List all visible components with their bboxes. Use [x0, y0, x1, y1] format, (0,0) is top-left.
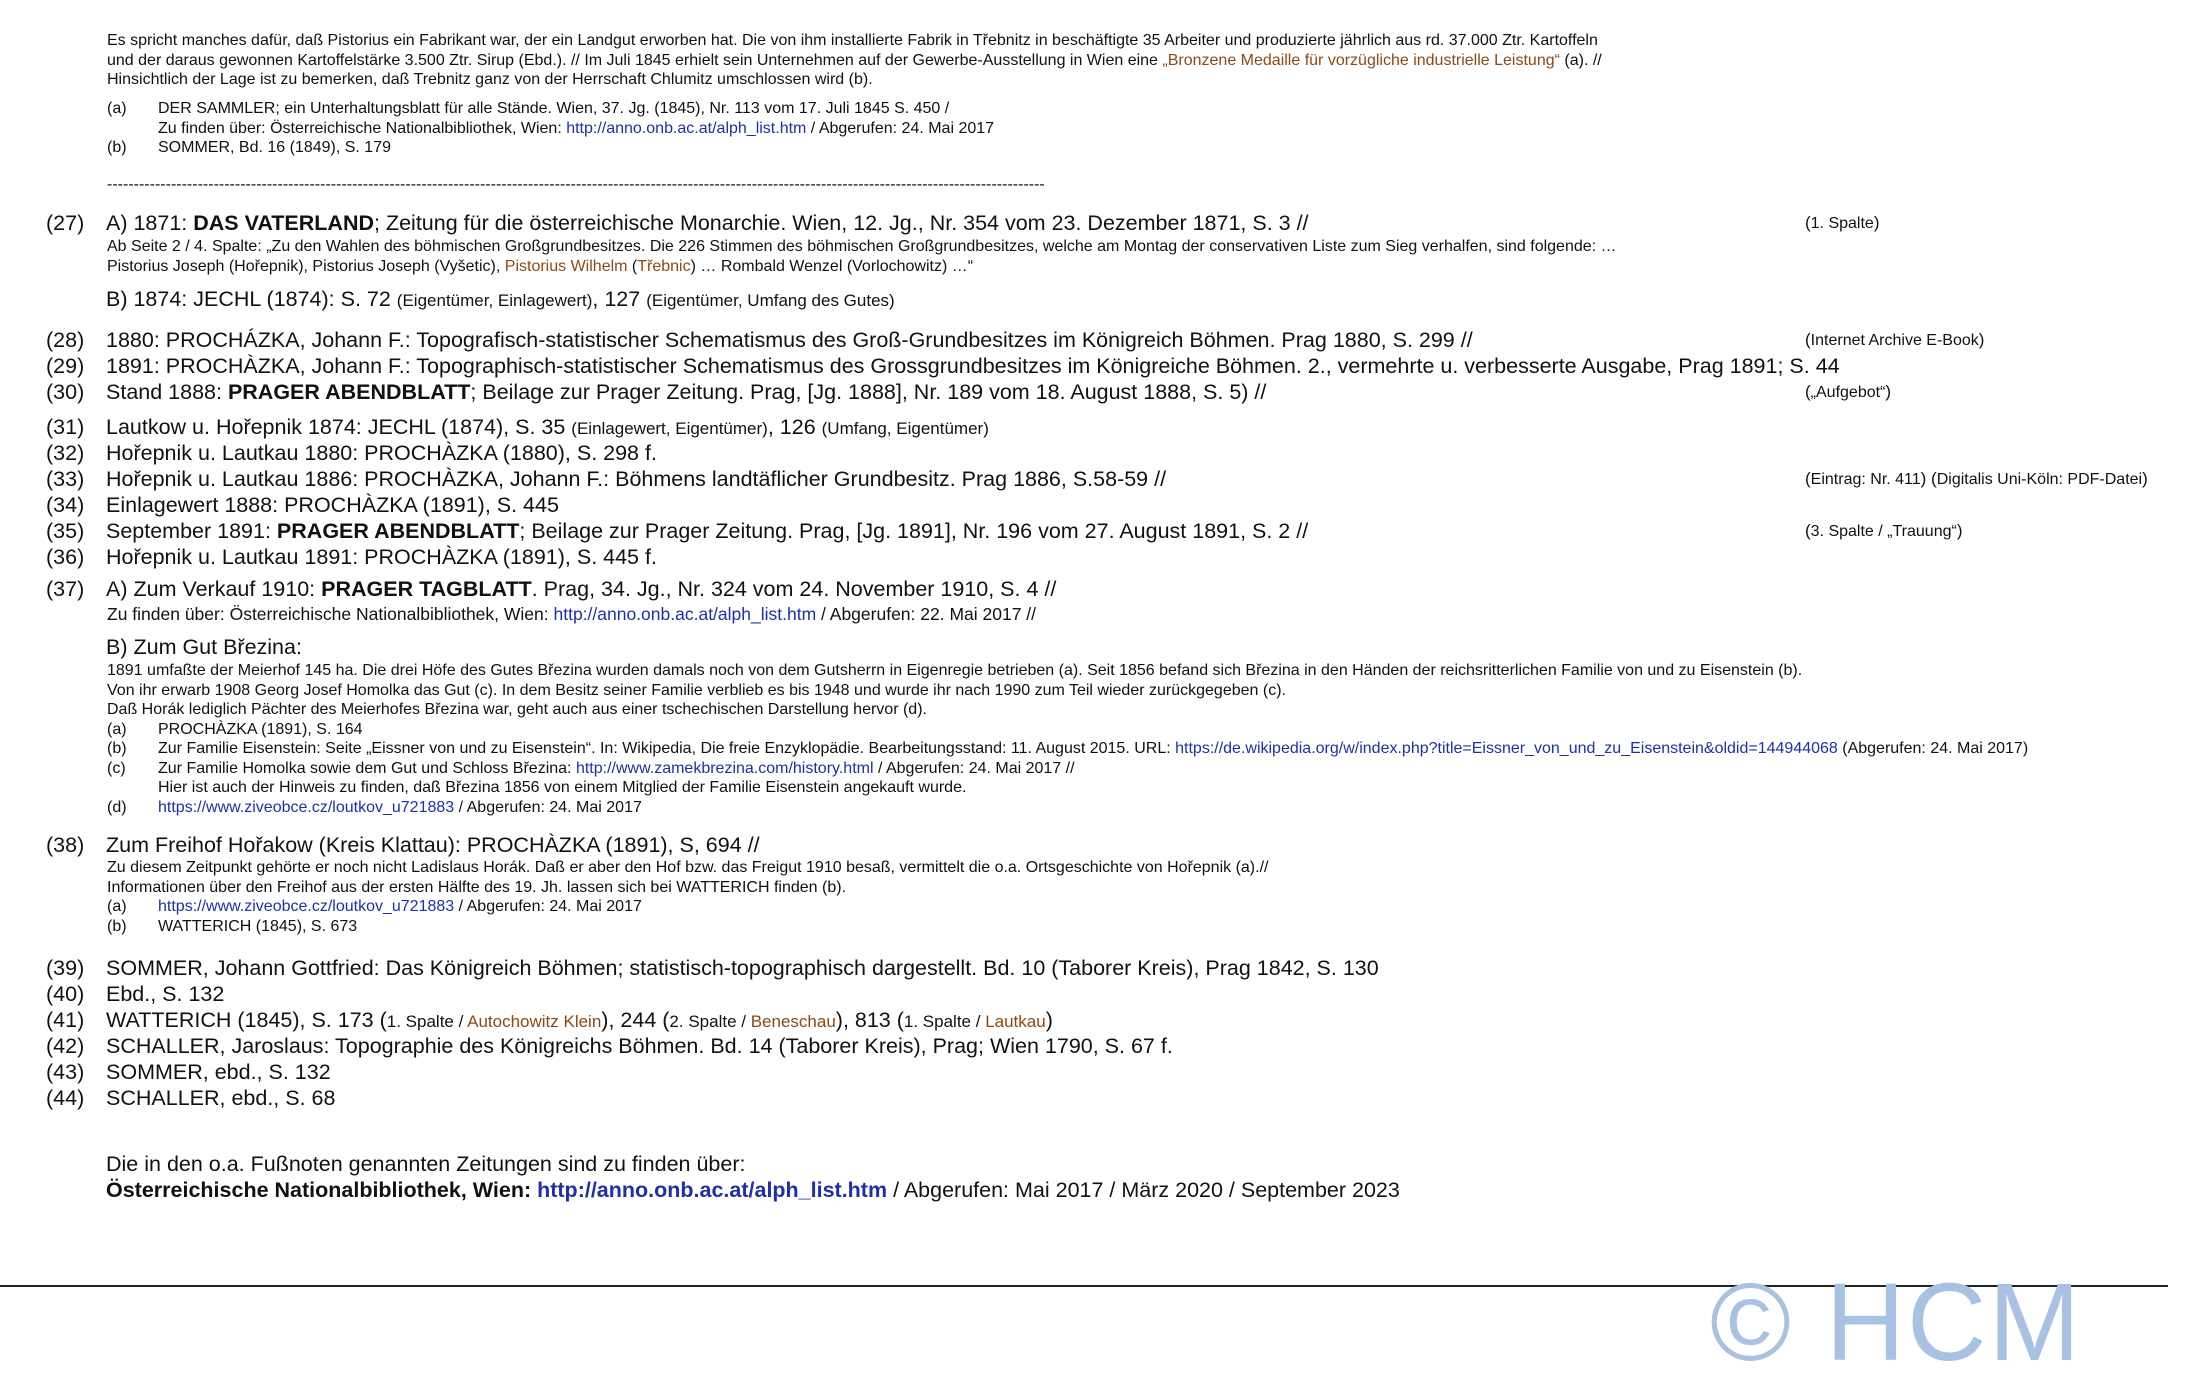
footnote-27b	[106, 286, 895, 314]
source-note: Internet Archive E-Book	[1810, 332, 1979, 349]
footnote-number: (42)	[46, 1034, 85, 1058]
footnote-number: (34)	[46, 493, 85, 517]
place-name: Beneschau	[750, 1012, 836, 1031]
footnote-note: (Einlagewert, Eigentümer)	[571, 419, 768, 438]
footnote-37a-source	[107, 603, 1036, 625]
anno-link[interactable]: http://anno.onb.ac.at/alph_list.htm	[537, 1178, 888, 1202]
quote-line-2	[107, 257, 1617, 277]
footnote-text: / Abgerufen: 24. Mai 2017	[454, 798, 642, 816]
footnote-text: ; Beilage zur Prager Zeitung. Prag, [Jg. 1888], Nr. 189 vom 18. August 1888, S. 5) //	[470, 380, 1267, 404]
anno-link[interactable]: http://anno.onb.ac.at/alph_list.htm	[553, 604, 817, 624]
footnote-number: (40)	[46, 982, 85, 1006]
quote-line-1: Ab Seite 2 / 4. Spalte: „Zu den Wahlen des böhmischen Großgrundbesitzes. Die 226 Stimmen des böhmischen Großgrundbesitzes, welche am Montag der conservativen Liste zum Sieg verhalfen, sind folgende: …	[107, 238, 1617, 255]
footnote-text: ; Zeitung für die österreichische Monarchie. Wien, 12. Jg., Nr. 354 vom 23. Dezember 1871, S. 3 //	[374, 211, 1309, 235]
footnote-text: / Abgerufen: 24. Mai 2017	[454, 898, 642, 915]
footnote-number: (41)	[46, 1008, 85, 1032]
separator-dashes: --------------------------------------------------------------------------------------------------------------------------------------------------------------------------------	[107, 176, 1045, 193]
body-line: Daß Horák lediglich Pächter des Meierhofes Březina war, geht auch aus einer tschechischen Darstellung hervor (d).	[107, 701, 927, 718]
body-line: 1891 umfaßte der Meierhof 145 ha. Die drei Höfe des Gutes Březina wurden damals noch von dem Gutsherrn in Eigenregie betrieben (a). Seit 1856 befand sich Březina in den Händen der reichsritterlichen Familie von und zu Eisenstein (b).	[107, 662, 1803, 679]
footnote-text: ), 813 (	[835, 1008, 904, 1032]
column-note: 1. Spalte	[386, 1012, 454, 1031]
body-line: Von ihr erwarb 1908 Georg Josef Homolka das Gut (c). In dem Besitz seiner Familie verblieb es bis 1948 und wurde ihr nach 1990 zum Teil wieder zurückgegeben (c).	[107, 681, 1286, 699]
footnote-text: / Abgerufen: 24. Mai 2017 //	[873, 759, 1075, 777]
footnote-number: (38)	[46, 833, 85, 857]
footnote-text: Zur Familie Eisenstein: Seite „Eissner von und zu Eisenstein“. In: Wikipedia, Die freie Enzyklopädie. Bearbeitungsstand: 11. August 2015. URL:	[158, 740, 1176, 757]
footnote-28-tag: (Internet Archive E-Book)	[1805, 330, 1985, 349]
newspaper-title: PRAGER ABENDBLATT	[276, 519, 520, 543]
footnote-text: DER SAMMLER; ein Unterhaltungsblatt für alle Stände. Wien, 37. Jg. (1845), Nr. 113 vom 17. Juli 1845 S. 450 /	[158, 100, 950, 117]
highlight-place: Třebnic	[637, 257, 691, 275]
footnote-text: B) 1874: JECHL (1874): S. 72	[106, 287, 397, 311]
footnote-35-tag: (3. Spalte / „Trauung“)	[1805, 521, 1963, 540]
intro-footnotes	[107, 99, 994, 158]
column-note: „Aufgebot“	[1810, 384, 1886, 401]
footnote-text: ), 244 (	[601, 1008, 670, 1032]
zamek-link[interactable]: http://www.zamekbrezina.com/history.html	[575, 759, 874, 777]
footnote-text: ; Beilage zur Prager Zeitung. Prag, [Jg. 1891], Nr. 196 vom 27. August 1891, S. 2 //	[519, 519, 1309, 543]
subnote-c	[107, 759, 2028, 779]
newspaper-title: PRAGER TAGBLATT	[321, 577, 532, 601]
footnote-text: Zu finden über: Österreichische Nationalbibliothek, Wien:	[158, 119, 567, 137]
footnote-27-tag	[1805, 210, 1880, 237]
footnote-number: (39)	[46, 956, 85, 980]
footnote-34: Einlagewert 1888: PROCHÀZKA (1891), S. 445	[106, 493, 559, 517]
intro-line-2	[107, 51, 1602, 71]
footnote-text: A) 1871:	[106, 211, 194, 235]
library-city: , Wien:	[460, 1178, 538, 1202]
footnote-36: Hořepnik u. Lautkau 1891: PROCHÀZKA (1891), S. 445 f.	[106, 545, 657, 569]
footnote-number: (28)	[46, 328, 85, 352]
footnote-39: SOMMER, Johann Gottfried: Das Königreich Böhmen; statistisch-topographisch dargestellt. Bd. 10 (Taborer Kreis), Prag 1842, S. 130	[106, 956, 1379, 980]
footnote-note: (Eigentümer, Einlagewert)	[396, 291, 593, 310]
column-note: 1. Spalte	[1810, 215, 1874, 232]
subnote-b	[107, 739, 2028, 759]
intro-footnote-a	[107, 99, 994, 119]
footnote-number: (37)	[46, 577, 85, 601]
separator: /	[736, 1012, 751, 1031]
footnote-number: (31)	[46, 415, 85, 439]
closing-line-1: Die in den o.a. Fußnoten genannten Zeitungen sind zu finden über:	[106, 1152, 746, 1176]
intro-line-3: Hinsichtlich der Lage ist zu bemerken, daß Trebnitz ganz von der Herrschaft Chlumitz umschlossen wird (b).	[107, 71, 873, 88]
footnote-38: Zum Freihof Hořakow (Kreis Klattau): PROCHÀZKA (1891), S, 694 //	[106, 833, 760, 857]
footnote-label: (a)	[107, 898, 127, 915]
footnote-27-quote	[107, 237, 1617, 276]
subnote-d	[107, 798, 2028, 818]
footnote-43: SOMMER, ebd., S. 132	[106, 1060, 331, 1084]
footnote-42: SCHALLER, Jaroslaus: Topographie des Königreichs Böhmen. Bd. 14 (Taborer Kreis), Prag; Wien 1790, S. 67 f.	[106, 1034, 1173, 1058]
ziveobce-link[interactable]: https://www.ziveobce.cz/loutkov_u721883	[158, 798, 455, 816]
library-name: Österreichische Nationalbibliothek	[106, 1178, 461, 1202]
closing-line-2	[106, 1177, 1400, 1203]
footnote-text: September 1891:	[106, 519, 277, 543]
quote-text: ) … Rombald Wenzel (Vorlochowitz) …“	[690, 257, 974, 275]
intro-footnote-b	[107, 138, 994, 158]
footnote-31	[106, 414, 989, 442]
footnote-number: (27)	[46, 211, 85, 235]
subnote-b	[107, 917, 1268, 937]
footnote-37b-heading: B) Zum Gut Březina:	[106, 635, 302, 659]
hcm-copyright-logo: © HCM	[1710, 1261, 2083, 1384]
footnote-number: (44)	[46, 1086, 85, 1110]
footnote-text: , 127	[592, 287, 647, 311]
body-line: Informationen über den Freihof aus der ersten Hälfte des 19. Jh. lassen sich bei WATTERICH finden (b).	[107, 878, 847, 896]
quote-text: (	[627, 257, 638, 275]
footnote-number: (43)	[46, 1060, 85, 1084]
footnote-33: Hořepnik u. Lautkau 1886: PROCHÀZKA, Johann F.: Böhmens landtäflicher Grundbesitz. Prag 1886, S.58-59 //	[106, 467, 1167, 491]
footnote-label: (b)	[107, 740, 127, 757]
intro-line-2-end: (a). //	[1559, 51, 1602, 69]
footnote-44: SCHALLER, ebd., S. 68	[106, 1086, 336, 1110]
footnote-note: (Umfang, Eigentümer)	[821, 419, 989, 438]
footnote-number: (36)	[46, 545, 85, 569]
footnote-27a	[106, 210, 1309, 236]
paren: (	[1805, 213, 1811, 232]
intro-paragraph	[107, 31, 1602, 90]
subnote-c-cont	[107, 778, 2028, 798]
highlight-name: Pistorius Wilhelm	[504, 257, 628, 275]
paren: )	[1873, 213, 1880, 232]
footnote-text: A) Zum Verkauf 1910:	[106, 577, 322, 601]
footnote-label: (b)	[107, 917, 127, 935]
footnote-30	[106, 379, 1266, 405]
footnote-text: SOMMER, Bd. 16 (1849), S. 179	[158, 139, 391, 156]
place-name: Autochowitz Klein	[467, 1012, 602, 1031]
footnote-note: (Eigentümer, Umfang des Gutes)	[646, 291, 895, 310]
place-name: Lautkau	[985, 1012, 1046, 1031]
separator: /	[453, 1012, 468, 1031]
footnote-text: PROCHÀZKA (1891), S. 164	[158, 720, 363, 738]
footnote-text: Zur Familie Homolka sowie dem Gut und Schloss Březina:	[158, 759, 576, 777]
column-note: 3. Spalte / „Trauung“	[1810, 523, 1957, 540]
intro-footnote-a-cont	[107, 119, 994, 139]
footnote-text: (Abgerufen: 24. Mai 2017)	[1837, 740, 2029, 757]
separator: /	[971, 1012, 986, 1031]
footnote-number: (29)	[46, 354, 85, 378]
footnote-35	[106, 518, 1308, 544]
footnote-text: / Abgerufen: 24. Mai 2017	[806, 119, 995, 137]
footnote-label: (c)	[107, 759, 126, 777]
footnote-30-tag: („Aufgebot“)	[1805, 382, 1892, 401]
footnote-number: (35)	[46, 519, 85, 543]
footnote-text: . Prag, 34. Jg., Nr. 324 vom 24. November 1910, S. 4 //	[531, 577, 1057, 601]
footnote-text: / Abgerufen: 22. Mai 2017 //	[816, 604, 1037, 624]
column-note: 2. Spalte	[669, 1012, 737, 1031]
footnote-33-tag: (Eintrag: Nr. 411) (Digitalis Uni-Köln: PDF-Datei)	[1805, 469, 2148, 488]
footnote-text: WATTERICH (1845), S. 173 (	[106, 1008, 387, 1032]
subnote-a	[107, 897, 1268, 917]
footnote-label: (a)	[107, 100, 127, 117]
footnote-text: Zu finden über: Österreichische Nationalbibliothek, Wien:	[107, 604, 554, 624]
footnote-text: )	[1045, 1008, 1053, 1032]
quote-text: Pistorius Joseph (Hořepnik), Pistorius Joseph (Vyšetic),	[107, 257, 505, 275]
footnote-label: (d)	[107, 798, 127, 816]
footnote-text: , 126	[767, 415, 822, 439]
footnote-32: Hořepnik u. Lautkau 1880: PROCHÀZKA (1880), S. 298 f.	[106, 441, 657, 465]
footnote-label: (b)	[107, 139, 127, 156]
footnote-37b-body	[107, 661, 2028, 817]
footnote-number: (30)	[46, 380, 85, 404]
footnote-label: (a)	[107, 720, 127, 738]
footnote-41	[106, 1007, 1053, 1035]
footnote-text: Lautkow u. Hořepnik 1874: JECHL (1874), S. 35	[106, 415, 572, 439]
footnote-text: Stand 1888:	[106, 380, 228, 404]
subnote-a	[107, 720, 2028, 740]
footnote-28: 1880: PROCHÁZKA, Johann F.: Topografisch-statistischer Schematismus des Groß-Grundbesitzes im Königreich Böhmen. Prag 1880, S. 299 //	[106, 328, 1473, 352]
newspaper-title: DAS VATERLAND	[193, 211, 375, 235]
source-note: Digitalis Uni-Köln: PDF-Datei	[1936, 471, 2143, 488]
ziveobce-link[interactable]: https://www.ziveobce.cz/loutkov_u721883	[158, 898, 455, 915]
column-note: 1. Spalte	[903, 1012, 972, 1031]
intro-line-2-text: und der daraus gewonnen Kartoffelstärke 3.500 Ztr. Sirup (Ebd.). // Im Juli 1845 erhielt sein Unternehmen auf der Gewerbe-Ausstellung in Wien eine	[107, 51, 1163, 69]
footnote-37a	[106, 576, 1056, 602]
footnote-40: Ebd., S. 132	[106, 982, 225, 1006]
newspaper-title: PRAGER ABENDBLATT	[227, 380, 471, 404]
intro-line-1: Es spricht manches dafür, daß Pistorius ein Fabrikant war, der ein Landgut erworben hat. Die von ihm installierte Fabrik in Třebnitz in beschäftigte 35 Arbeiter und produzierte jährlich aus rd. 37.000 Ztr. Kartoffeln	[107, 32, 1598, 49]
entry-note: Eintrag: Nr. 411	[1810, 471, 1921, 488]
footnote-29: 1891: PROCHÀZKA, Johann F.: Topographisch-statistischer Schematismus des Grossgrundbesitzes im Königreiche Böhmen. 2., vermehrte u. verbesserte Ausgabe, Prag 1891; S. 44	[106, 354, 1840, 378]
medal-quote: „Bronzene Medaille für vorzügliche industrielle Leistung“	[1162, 51, 1560, 69]
retrieval-dates: / Abgerufen: Mai 2017 / März 2020 / September 2023	[887, 1178, 1400, 1202]
footnote-number: (32)	[46, 441, 85, 465]
footnote-38-body	[107, 858, 1268, 936]
footnote-text: Hier ist auch der Hinweis zu finden, daß Březina 1856 von einem Mitglied der Familie Eisenstein angekauft wurde.	[158, 779, 967, 796]
footnote-text: WATTERICH (1845), S. 673	[158, 917, 358, 935]
footnote-number: (33)	[46, 467, 85, 491]
body-line: Zu diesem Zeitpunkt gehörte er noch nicht Ladislaus Horák. Daß er aber den Hof bzw. das Freigut 1910 besaß, vermittelt die o.a. Ortsgeschichte von Hořepnik (a).//	[107, 859, 1269, 876]
anno-link[interactable]: http://anno.onb.ac.at/alph_list.htm	[566, 119, 807, 137]
wikipedia-link[interactable]: https://de.wikipedia.org/w/index.php?title=Eissner_von_und_zu_Eisenstein&oldid=144944068	[1175, 740, 1838, 757]
